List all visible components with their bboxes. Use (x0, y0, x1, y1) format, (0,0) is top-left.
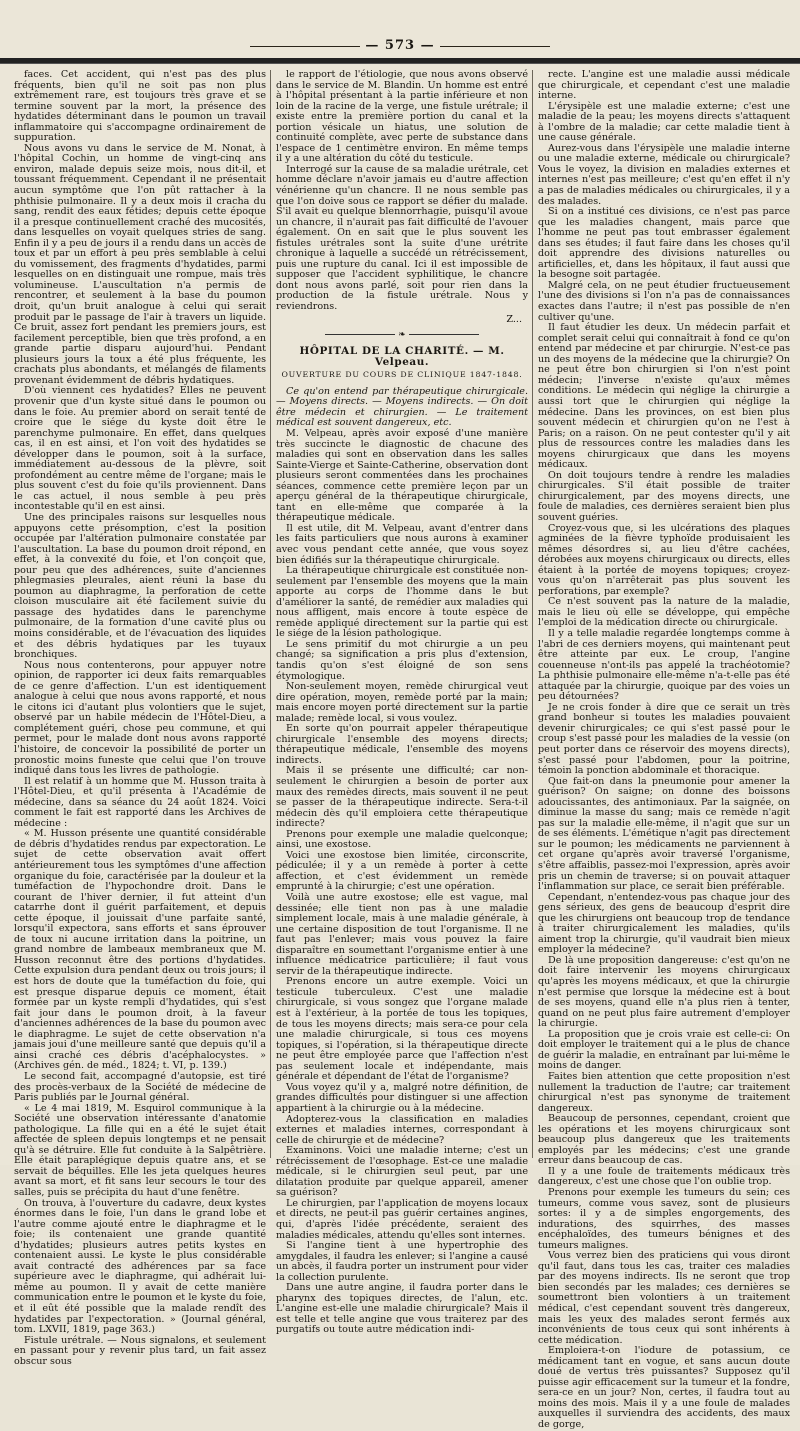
paragraph: Faites bien attention que cette proposition n'est nullement la traduction de l'autre; car traitement chirurgical n'est pas synonyme de traitement dangereux. (538, 1070, 790, 1114)
paragraph: Vous voyez qu'il y a, malgré notre définition, de grandes difficultés pour distinguer si une affection appartient à la chirurgie ou à la médecine. (276, 1081, 528, 1114)
paragraph: Nous avons vu dans le service de M. Nonat, à l'hôpital Cochin, un homme de vingt-cinq ans environ, malade depuis seize mois, nous dit-il, et toussant fréquemment. Cependant il ne présentait aucun symptôme que l'on pût rattacher à la phthisie pulmonaire. Il y a deux mois il cracha du sang, rendit des eaux fétides; depuis cette époque il a presque continuellement craché des mucosités, dans lesquelles on voyait quelques stries de sang. Enfin il y a peu de jours il a rendu dans un accès de toux et par un effort à peu près semblable à celui du vomissement, des fragments d'hydatides, parmi lesquelles on en distinguait une rompue, mais très volumineuse. L'auscultation n'a permis de rencontrer, et seulement à la base du poumon droit, qu'un bruit analogue à celui qui serait produit par le passage de l'air à travers un liquide. Ce bruit, assez fort pendant les premiers jours, est facilement perceptible, bien que très profond, a en grande partie disparu aujourd'hui. Pendant plusieurs jours la toux a été plus fréquente, les crachats plus abondants, et mélangés de filaments provenant évidemment de débris hydatiques. (14, 142, 266, 386)
paragraph: Le sens primitif du mot chirurgie a un peu changé; sa signification a pris plus d'extension, tandis qu'on s'est éloigné de son sens étymologique. (276, 638, 528, 682)
paragraph: Ce n'est souvent pas la nature de la maladie, mais le lieu où elle se développe, qui empêche l'emploi de la médication directe ou chirurgicale. (538, 596, 790, 629)
column-separator (270, 70, 271, 1158)
paragraph: Fistule urétrale. — Nous signalons, et seulement en passant pour y revenir plus tard, un fait assez obscur sous (14, 1334, 266, 1367)
paragraph: Non-seulement moyen, remède chirurgical veut dire opération, moyen, remède porté par la main; mais encore moyen porté directement sur la partie malade; remède local, si vous voulez. (276, 681, 528, 724)
paragraph: Il y a telle maladie regardée longtemps comme à l'abri de ces derniers moyens, qui maintenant peut être atteinte par eux. Le croup, l'angine couenneuse n'ont-ils pas appelé la trachéotomie? La phthisie pulmonaire elle-même n'a-t-elle pas été attaquée par la chirurgie, quoique par des voies un peu détournées? (538, 627, 790, 703)
paragraph: faces. Cet accident, qui n'est pas des plus fréquents, bien qu'il ne soit pas non plus extrêmement rare, est toujours très grave et se termine souvent par la mort, la présence des hydatides déterminant dans le poumon un travail inflammatoire qui s'accompagne ordinairement de suppuration. (14, 69, 266, 144)
paragraph: On doit toujours tendre à rendre les maladies chirurgicales. S'il était possible de traiter chirurgicalement, par des moyens directs, une foule de maladies, ces dernières seraient bien plus souvent guéries. (538, 469, 790, 523)
paragraph: Beaucoup de personnes, cependant, croient que les opérations et les moyens chirurgicaux sont beaucoup plus dangereux que les traitements employés par les médecins; c'est une grande erreur dans beaucoup de cas. (538, 1113, 790, 1167)
paragraph: La proposition que je crois vraie est celle-ci: On doit employer le traitement qui a le plus de chance de guérir la maladie, en entraînant par lui-même le moins de danger. (538, 1028, 790, 1072)
column-2 (276, 69, 528, 1336)
paragraph: Il faut étudier les deux. Un médecin parfait et complet serait celui qui connaîtrait à fond ce qu'on entend par médecine et par chirurgie. N'est-ce pas un des moyens de la médecine que la chirurgie? On ne peut être bon chirurgien si l'on n'est point médecin; l'inverse n'existe qu'aux mêmes conditions. Le médecin qui néglige la chirurgie a aussi tort que le chirurgien qui néglige la médecine. Dans les provinces, on est bien plus souvent médecin et chirurgien qu'on ne l'est à Paris; on a raison. On ne peut contester qu'il y ait plus de ressources contre les maladies dans les moyens chirurgicaux que dans les moyens médicaux. (538, 322, 790, 471)
column-separator (532, 70, 533, 1158)
paragraph: Que fait-on dans la pneumonie pour amener la guérison? On saigne; on donne des boissons adoucissantes, des antimoniaux. Par la saignée, on diminue la masse du sang; mais ce remède n'agit pas sur la maladie elle-même, il n'agit que sur un de ses éléments. L'émétique n'agit pas directement sur le poumon; les médicaments ne parviennent à cet organe qu'après avoir traversé l'organisme, s'être affaiblis, passez-moi l'expression, après avoir pris un chemin de traverse; si on pouvait attaquer l'inflammation sur place, ce serait bien préférable. (538, 775, 790, 893)
paragraph: Il y a une foule de traitements médicaux très dangereux, c'est une chose que l'on oublie trop. (538, 1165, 790, 1188)
paragraph: « M. Husson présente une quantité considérable de débris d'hydatides rendus par expectoration. Le sujet de cette observation avait offert antérieurement tous les symptômes d'une affection organique du foie, caractérisée par la douleur et la tuméfaction de l'hypochondre droit. Dans le courant de l'hiver dernier, il fut atteint d'un catarrhe dont il guérit parfaitement, et depuis cette époque, il jouissait d'une parfaite santé, lorsqu'il expectora, sans efforts et sans éprouver de toux ni aucune irritation dans la poitrine, un grand nombre de lambeaux membraneux que M. Husson reconnut être des portions d'hydatides. Cette expulsion dura pendant deux ou trois jours; il est hors de doute que la tuméfaction du foie, qui est presque disparue depuis ce moment, était formée par un kyste rempli d'hydatides, qui s'est fait jour dans le poumon droit, à la faveur d'anciennes adhérences de la base du poumon avec le diaphragme. Le sujet de cette observation n'a jamais joui d'une meilleure santé que depuis qu'il a ainsi craché ces débris d'acéphalocystes. » (Archives gén. de méd., 1824; t. VI, p. 139.) (14, 828, 266, 1072)
column-3 (538, 69, 790, 1430)
paragraph: Prenons pour exemple une maladie quelconque; ainsi, une exostose. (276, 828, 528, 851)
paragraph: Aurez-vous dans l'érysipèle une maladie interne ou une maladie externe, médicale ou chirurgicale? Vous le voyez, la division en maladies externes et internes n'est pas meilleure; c'est qu'en effet il n'y a pas de maladies médicales ou chirurgicales, il y a des malades. (538, 142, 790, 207)
column-1 (14, 69, 266, 1367)
paragraph: Cependant, n'entendez-vous pas chaque jour des gens sérieux, des gens de beaucoup d'esprit dire que les chirurgiens ont beaucoup trop de tendance à traiter chirurgicalement les maladies, qu'ils aiment trop la chirurgie, qu'il vaudrait bien mieux employer la médecine? (538, 891, 790, 956)
paragraph: le rapport de l'étiologie, que nous avons observé dans le service de M. Blandin. Un homme est entré à l'hôpital présentant à la partie inférieure et non loin de la racine de la verge, une fistule urétrale; il existe entre la première portion du canal et la portion vésicale un hiatus, une solution de continuité complète, avec perte de substance dans l'espace de 1 centimètre environ. En même temps il y a une altération du côté du testicule. (276, 69, 528, 165)
paragraph: Voici une exostose bien limitée, circonscrite, pédiculée; il y a un remède à porter à cette affection, et c'est évidemment un remède emprunté à la chirurgie; c'est une opération. (276, 849, 528, 893)
lecture-summary: Ce qu'on entend par thérapeutique chirurgicale. — Moyens directs. — Moyens indirects. — On doit être médecin et chirurgien. — Le traitement médical est souvent dangereux, etc. (276, 385, 528, 429)
paragraph: Adopterez-vous la classification en maladies externes et maladies internes, correspondant à celle de chirurgie et de médecine? (276, 1113, 528, 1146)
paragraph: La thérapeutique chirurgicale est constituée non-seulement par l'ensemble des moyens que la main apporte au corps de l'homme dans le but d'améliorer la santé, de remédier aux maladies qui nous affligent, mais encore à toute espèce de remède appliqué directement sur la partie qui est le siége de la lésion pathologique. (276, 565, 528, 640)
paragraph: Le second fait, accompagné d'autopsie, est tiré des procès-verbaux de la Société de médecine de Paris publiés par le Journal général. (14, 1070, 266, 1104)
paragraph: D'où viennent ces hydatides? Elles ne peuvent provenir que d'un kyste situé dans le poumon ou dans le foie. Au premier abord on serait tenté de croire que le siége du kyste doit être le parenchyme pulmonaire. En effet, dans quelques cas, il en est ainsi, et l'on voit des hydatides se développer dans le poumon, soit à la surface, immédiatement au-dessous de la plèvre, soit profondément au centre même de l'organe; mais le plus souvent c'est du foie qu'ils proviennent. Dans le cas actuel, il nous semble à peu près incontestable qu'il en est ainsi. (14, 385, 266, 513)
page-number: — 573 — (365, 38, 435, 53)
header-rule-right (440, 46, 550, 47)
paragraph: Interrogé sur la cause de sa maladie urétrale, cet homme déclare n'avoir jamais eu d'autre affection vénérienne qu'un chancre. Il ne nous semble pas que l'on doive sous ce rapport se défier du malade. S'il avait eu quelque blennorrhagie, puisqu'il avoue un chancre, il n'aurait pas fait difficulté de l'avouer également. On en sait que le plus souvent les fistules urétrales sont la suite d'une urétrite chronique à laquelle a succédé un rétrécissement, puis une rupture du canal. Ici il est impossible de supposer que l'accident syphilitique, le chancre dont nous avons parlé, soit pour rien dans la production de la fistule urétrale. Nous y reviendrons. (276, 163, 528, 313)
paragraph: Le chirurgien, par l'application de moyens locaux et directs, ne peut-il pas guérir certaines angines, qui, d'après l'idée précédente, seraient des maladies médicales, attendu qu'elles sont internes. (276, 1197, 528, 1241)
paragraph: Prenons encore un autre exemple. Voici un testicule tuberculeux. C'est une maladie chirurgicale, si vous songez que l'organe malade est à l'extérieur, à la portée de tous les topiques, de tous les moyens directs; mais sera-ce pour cela une maladie chirurgicale, si tous ces moyens topiques, si l'opération, si la thérapeutique directe ne peut être employée parce que l'affection n'est pas seulement locale et indépendante, mais générale et dépendant de l'état de l'organisme? (276, 976, 528, 1083)
paragraph: Si on a institué ces divisions, ce n'est pas parce que les maladies changent, mais parce que l'homme ne peut pas tout embrasser également dans ses études; il faut faire dans les choses qu'il doit apprendre des divisions naturelles ou artificielles, et, dans les hôpitaux, il faut aussi que la besogne soit partagée. (538, 206, 790, 281)
paragraph: De là une proposition dangereuse: c'est qu'on ne doit faire intervenir les moyens chirurgicaux qu'après les moyens médicaux, et que la chirurgie n'est permise que lorsque la médecine est à bout de ses moyens, quand elle n'a plus rien à tenter, quand on ne peut plus faire autrement d'employer la chirurgie. (538, 954, 790, 1030)
section-title: HÔPITAL DE LA CHARITÉ. — M. Velpeau. (299, 345, 505, 368)
page-header (0, 0, 800, 60)
paragraph: En sorte qu'on pourrait appeler thérapeutique chirurgicale l'ensemble des moyens directs; thérapeutique médicale, l'ensemble des moyens indirects. (276, 723, 528, 766)
paragraph: Il est utile, dit M. Velpeau, avant d'entrer dans les faits particuliers que nous aurons à examiner avec vous pendant cette année, que vous soyez bien édifiés sur la thérapeutique chirurgicale. (276, 522, 528, 566)
paragraph: recte. L'angine est une maladie aussi médicale que chirurgicale, et cependant c'est une maladie interne. (538, 69, 790, 102)
paragraph: M. Velpeau, après avoir exposé d'une manière très succincte le diagnostic de chacune des maladies qui sont en observation dans les salles Sainte-Vierge et Sainte-Catherine, observation dont plusieurs seront commentées dans les prochaines séances, commence cette première leçon par un aperçu général de la thérapeutique chirurgicale, tant en elle-même que comparée à la thérapeutique médicale. (276, 427, 528, 524)
paragraph: Croyez-vous que, si les ulcérations des plaques agminées de la fièvre typhoïde produisaient les mêmes désordres si, au lieu d'être cachées, dérobées aux moyens chirurgicaux ou directs, elles étaient à la portée de moyens topiques; croyez-vous qu'on n'arrêterait pas plus souvent les perforations, par exemple? (538, 522, 790, 597)
paragraph: Malgré cela, on ne peut étudier fructueusement l'une des divisions si l'on n'a pas de connaissances exactes dans l'autre; il n'est pas possible de n'en cultiver qu'une. (538, 279, 790, 323)
section-ornament: ❧ (276, 331, 528, 340)
paragraph: Dans une autre angine, il faudra porter dans le pharynx des topiques directes, de l'alun, etc. L'angine est-elle une maladie chirurgicale? Mais il est telle et telle angine que vous traiterez par des purgatifs ou toute autre médication indi- (276, 1282, 528, 1336)
paragraph: Si l'angine tient à une hypertrophie des amygdales, il faudra les enlever; si l'angine a causé un abcès, il faudra porter un instrument pour vider la collection purulente. (276, 1240, 528, 1283)
paragraph: « Le 4 mai 1819, M. Esquirol communique à la Société une observation intéressante d'anatomie pathologique. La fille qui en a été le sujet était affectée de spleen depuis longtemps et ne pensait qu'à se détruire. Elle fut conduite à la Salpêtrière. Elle était paraplégique depuis quatre ans, et se servait de béquilles. Elle les jeta quelques heures avant sa mort, et fit sans leur secours le tour des salles, puis se précipita du haut d'une fenêtre. (14, 1102, 266, 1198)
paragraph: Il est relatif à un homme que M. Husson traita à l'Hôtel-Dieu, et qu'il présenta à l'Académie de médecine, dans sa séance du 24 août 1824. Voici comment le fait est rapporté dans les Archives de médecine : (14, 775, 266, 829)
paragraph: On trouva, à l'ouverture du cadavre, deux kystes énormes dans le foie, l'un dans le grand lobe et l'autre comme ajouté entre le diaphragme et le foie; ils contenaient une grande quantité d'hydatides; plusieurs autres petits kystes en contenaient aussi. Le kyste le plus considérable avait contracté des adhérences par sa face supérieure avec le diaphragme, qui adhérait lui-même au poumon. Il y avait de cette manière communication entre le poumon et le kyste du foie, et il eût été possible que la malade rendît des hydatides par l'expectoration. » (Journal général, tom. LXVII, 1819, page 363.) (14, 1197, 266, 1336)
paragraph: Nous nous contenterons, pour appuyer notre opinion, de rapporter ici deux faits remarquables de ce genre d'affection. L'un est identiquement analogue à celui que nous avons rapporté, et nous le citons ici d'autant plus volontiers que le sujet, observé par un habile médecin de l'Hôtel-Dieu, a complétement guéri, chose peu commune, et qui permet, pour le malade dont nous avons rapporté l'histoire, de concevoir la possibilité de porter un pronostic moins funeste que celui que l'on trouve indiqué dans tous les livres de pathologie. (14, 659, 266, 777)
paragraph: L'érysipèle est une maladie externe; c'est une maladie de la peau; les moyens directs s'attaquent à l'ombre de la maladie; car cette maladie tient à une cause générale. (538, 100, 790, 144)
paragraph: Examinons. Voici une maladie interne; c'est un rétrécissement de l'œsophage. Est-ce une maladie médicale, si le chirurgien seul peut, par une dilatation produite par quelque appareil, amener sa guérison? (276, 1145, 528, 1199)
paragraph: Vous verrez bien des praticiens qui vous diront qu'il faut, dans tous les cas, traiter ces maladies par des moyens indirects. Ils ne seront que trop bien secondés par les malades; ces dernières se soumettront bien volontiers à un traitement médical, c'est cependant souvent très dangereux, mais les yeux des malades seront fermés aux inconvénients de tous ceux qui sont inhérents à cette médication. (538, 1250, 790, 1346)
signature: Z... (506, 313, 522, 325)
paragraph: Prenons pour exemple les tumeurs du sein; ces tumeurs, comme vous savez, sont de plusieurs sortes: il y a de simples engorgements, des indurations, des squirrhes, des masses encéphaloïdes, des tumeurs bénignes et des tumeurs malignes. (538, 1186, 790, 1251)
paragraph: Mais il se présente une difficulté; car non-seulement le chirurgien a besoin de porter aux maux des remèdes directs, mais souvent il ne peut se passer de la thérapeutique indirecte. Sera-t-il médecin dès qu'il emploiera cette thérapeutique indirecte? (276, 765, 528, 830)
paragraph: Une des principales raisons sur lesquelles nous appuyons cette présomption, c'est la position occupée par l'altération pulmonaire constatée par l'auscultation. La base du poumon droit répond, en effet, à la convexité du foie, et l'on conçoit que, pour peu que des adhérences, suite d'anciennes phlegmasies pleurales, aient réuni la base du poumon au diaphragme, la perforation de cette cloison musculaire ait été facilement suivie du passage des hydatides dans le parenchyme pulmonaire, de la formation d'une cavité plus ou moins considérable, et de l'évacuation des liquides et des débris hydatiques par les tuyaux bronchiques. (14, 511, 266, 661)
section-subtitle: OUVERTURE DU COURS DE CLINIQUE 1847-1848. (281, 370, 523, 380)
paragraph: Voilà une autre exostose; elle est vague, mal dessinée; elle tient non pas à une maladie simplement locale, mais à une maladie générale, à une certaine disposition de tout l'organisme. Il ne faut pas l'enlever; mais vous pouvez la faire disparaître en soumettant l'organisme entier à une influence médicatrice particulière; il faut vous servir de la thérapeutique indirecte. (276, 892, 528, 977)
paragraph: Je ne crois fonder à dire que ce serait un très grand bonheur si toutes les maladies pouvaient devenir chirurgicales; ce qui s'est passé pour le croup s'est passé pour les maladies de la vessie (on peut porter dans ce réservoir des moyens directs), s'est passé pour l'abdomen, pour la poitrine, témoin la ponction abdominale et thoracique. (538, 701, 790, 777)
top-rule (0, 58, 800, 64)
paragraph: Emploiera-t-on l'iodure de potassium, ce médicament tant en vogue, et sans aucun doute doué de vertus très puissantes? Supposez qu'il puisse agir efficacement sur la tumeur et la fondre, sera-ce en un jour? Non, certes, il faudra tout au moins des mois. Mais il y a une foule de malades auxquelles il surviendra des accidents, des maux de gorge, (538, 1345, 790, 1430)
